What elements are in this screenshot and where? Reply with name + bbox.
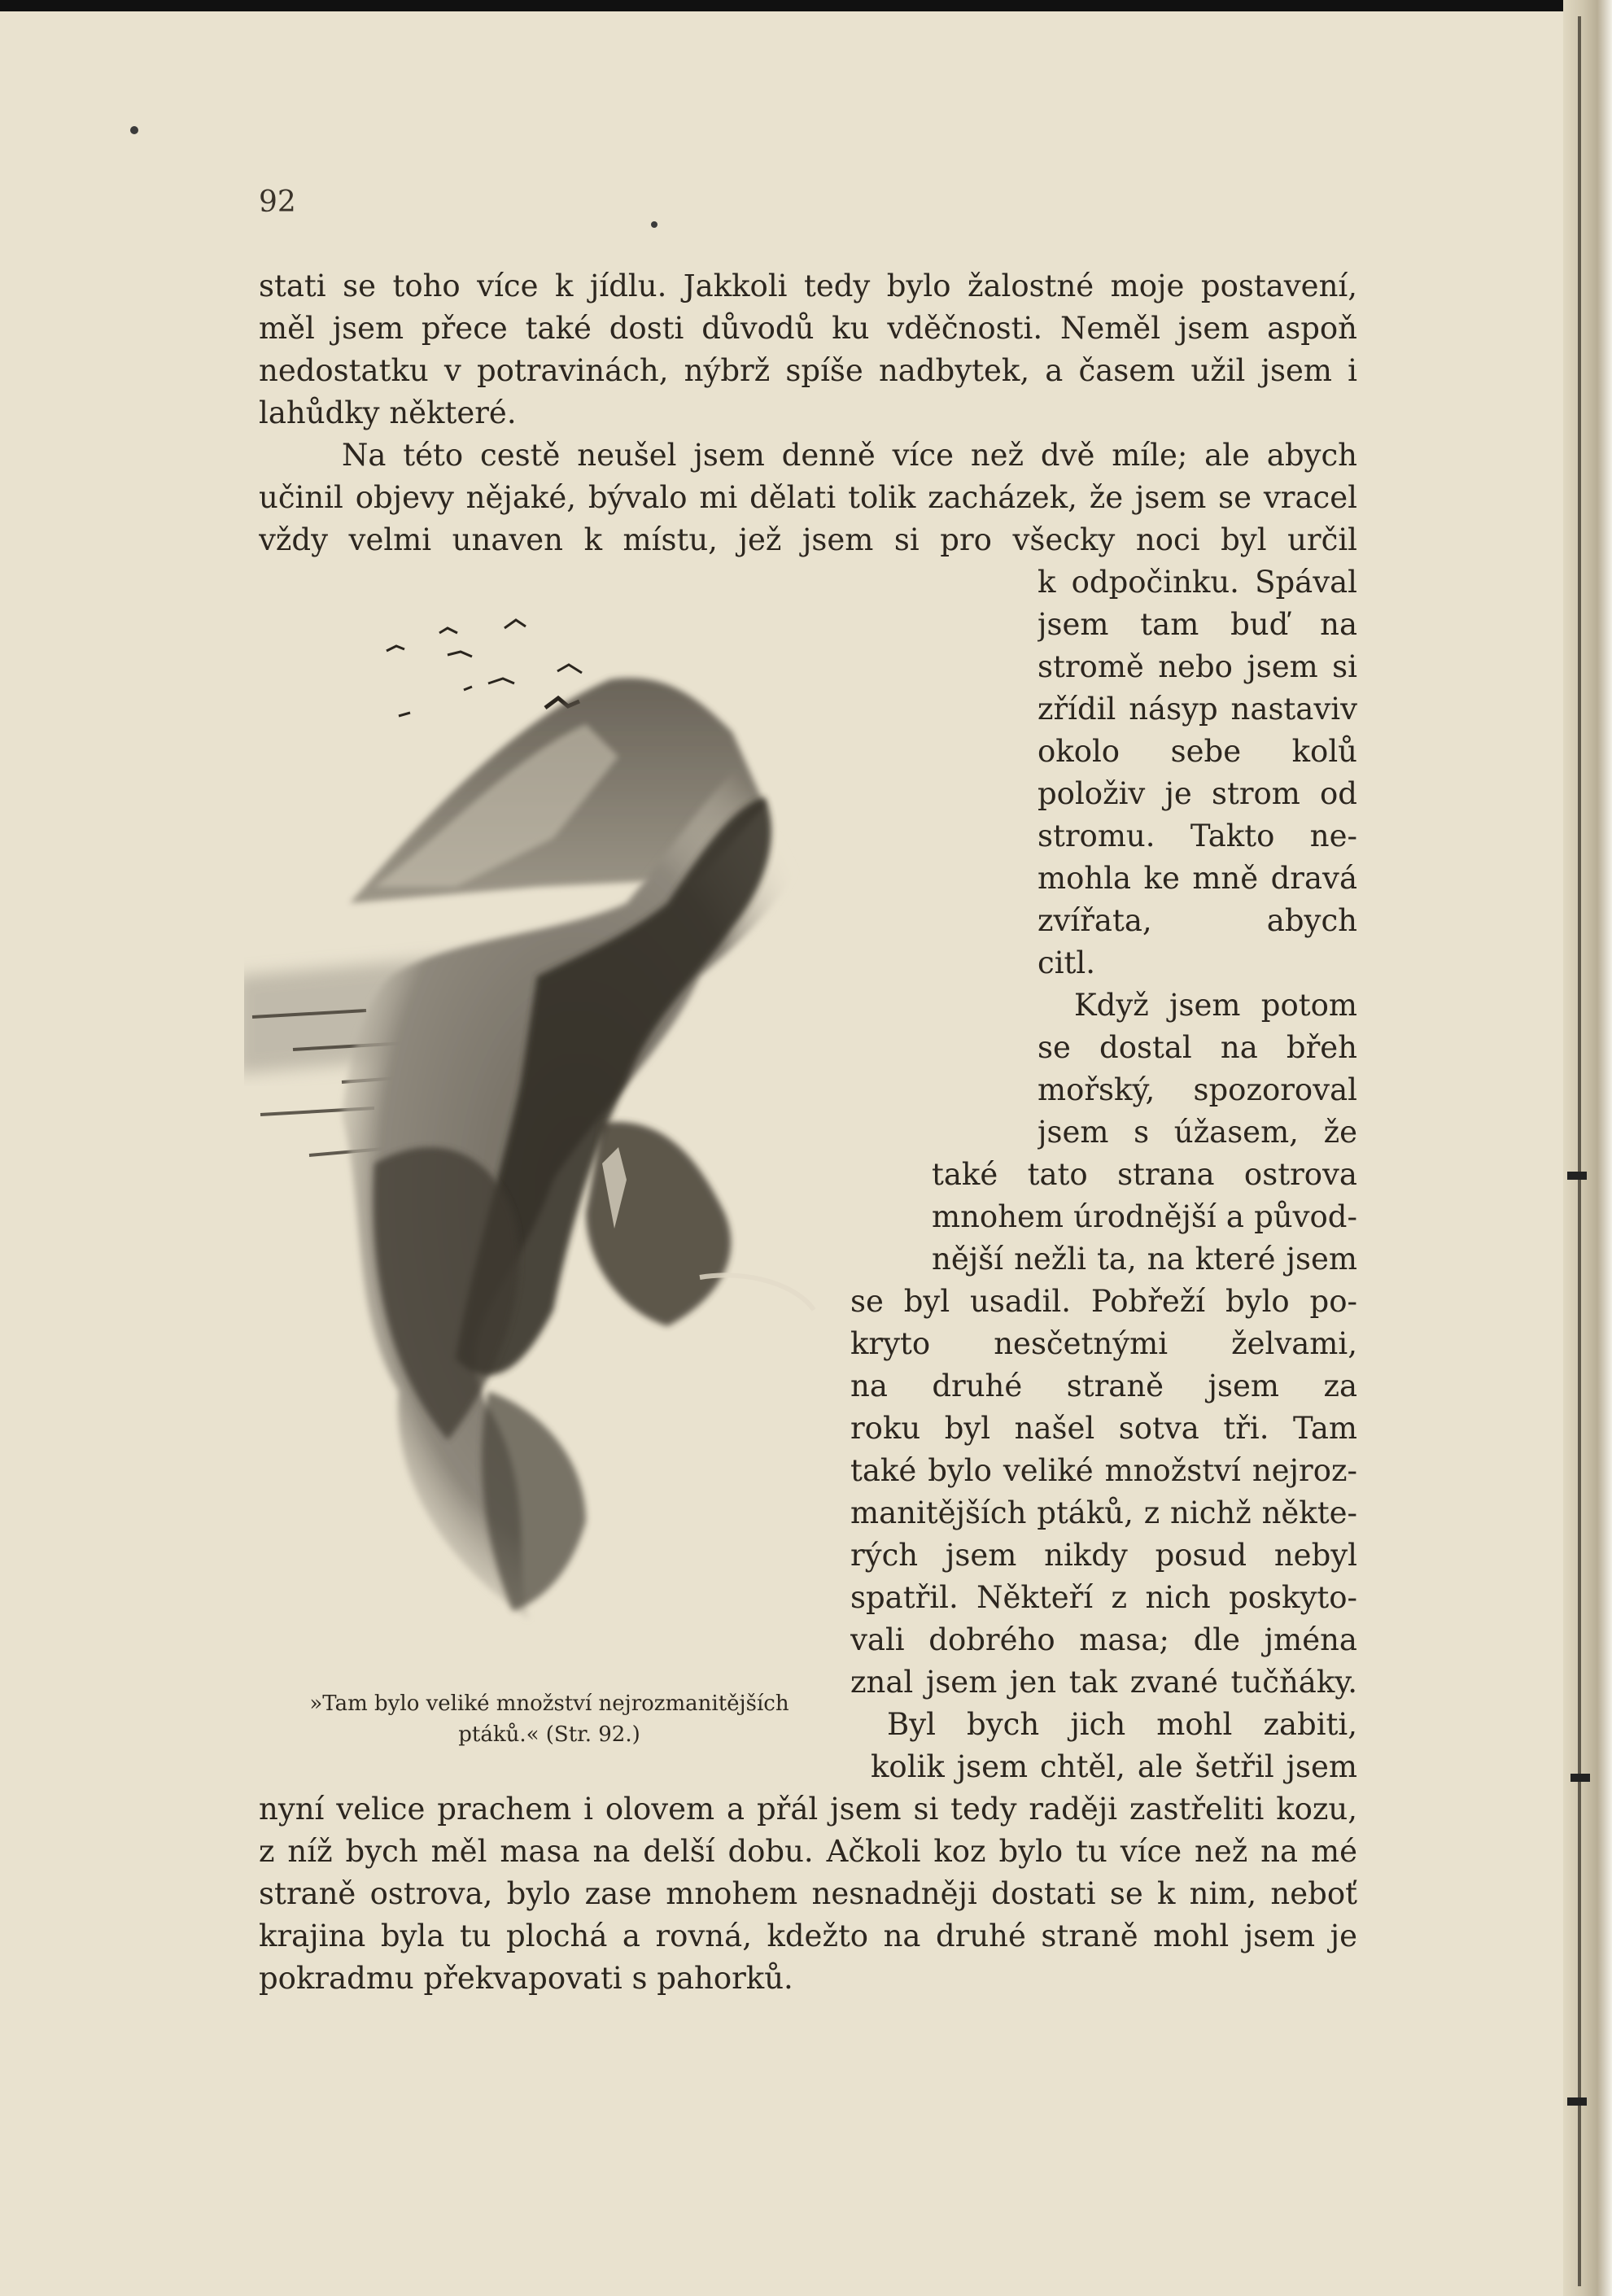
text-line: položiv je strom od <box>1038 776 1357 811</box>
text-line: jsem s úžasem, že <box>1038 1115 1357 1150</box>
text-line: vali dobrého masa; dle jména <box>850 1622 1357 1657</box>
text-line: z níž bych měl masa na delší dobu. Ačkoli koz bylo tu více než na mé <box>259 1834 1357 1869</box>
text-line: stati se toho více k jídlu. Jakkoli tedy bylo žalostné moje postavení, <box>259 268 1357 303</box>
text-line: stromě nebo jsem si <box>1038 649 1357 684</box>
coastal-cliff-illustration <box>244 594 976 1676</box>
text-line: vždy velmi unaven k místu, jež jsem si pro všecky noci byl určil <box>259 522 1357 557</box>
text-line: Byl bych jich mohl zabiti, <box>887 1707 1357 1742</box>
text-line: straně ostrova, bylo zase mnohem nesnadněji dostati se k nim, neboť <box>259 1876 1357 1911</box>
caption-line: »Tam bylo veliké množství nejrozmanitějších <box>309 1691 789 1716</box>
caption-line: ptáků.« (Str. 92.) <box>458 1722 640 1747</box>
text-line: rých jsem nikdy posud nebyl <box>850 1538 1357 1573</box>
text-line: mořský, spozoroval <box>1038 1072 1357 1107</box>
text-line: zvířata, abych <box>1038 903 1357 938</box>
text-line: Když jsem potom <box>1074 988 1357 1023</box>
text-line: pokradmu překvapovati s pahorků. <box>259 1961 793 1996</box>
page-number: 92 <box>259 186 296 219</box>
text-line: kolik jsem chtěl, ale šetřil jsem <box>871 1749 1357 1784</box>
text-line: mohla ke mně dravá <box>1038 861 1357 896</box>
text-line: kryto nesčetnými želvami, <box>850 1326 1357 1361</box>
text-line: také tato strana ostrova <box>932 1157 1357 1192</box>
illustration-caption <box>269 1688 830 1750</box>
text-line: jsem tam buď na <box>1038 607 1357 642</box>
text-line: znal jsem jen tak zvané tučňáky. <box>850 1665 1357 1700</box>
margin-mark <box>1567 2097 1587 2106</box>
text-line: lahůdky některé. <box>259 395 517 430</box>
text-line: nedostatku v potravinách, nýbrž spíše nadbytek, a časem užil jsem i <box>259 353 1357 388</box>
text-line: také bylo veliké množství nejroz- <box>850 1453 1357 1488</box>
text-line: nější nežli ta, na které jsem <box>932 1242 1357 1277</box>
text-line: měl jsem přece také dosti důvodů ku vděčnosti. Neměl jsem aspoň <box>259 311 1357 346</box>
text-line: učinil objevy nějaké, bývalo mi dělati tolik zacházek, že jsem se vracel <box>259 480 1357 515</box>
text-line: zřídil násyp nastaviv <box>1038 692 1357 727</box>
text-line: nyní velice prachem i olovem a přál jsem si tedy raději zastřeliti kozu, <box>259 1792 1357 1827</box>
birds-flock <box>387 620 582 716</box>
text-line: manitějších ptáků, z nichž někte- <box>850 1495 1357 1530</box>
text-line: spatřil. Někteří z nich poskyto- <box>850 1580 1357 1615</box>
text-line: mnohem úrodnější a původ- <box>932 1199 1357 1234</box>
text-line: Na této cestě neušel jsem denně více než dvě míle; ale abych <box>342 438 1357 473</box>
text-line: se dostal na břeh <box>1038 1030 1357 1065</box>
text-line: krajina byla tu plochá a rovná, kdežto na druhé straně mohl jsem je <box>259 1918 1357 1953</box>
text-line: roku byl našel sotva tři. Tam <box>850 1411 1357 1446</box>
text-line: citl. <box>1038 945 1096 980</box>
text-line: se byl usadil. Pobřeží bylo po- <box>850 1284 1357 1319</box>
margin-mark <box>1570 1774 1590 1782</box>
speck <box>130 126 138 134</box>
speck <box>651 221 657 228</box>
text-line: stromu. Takto ne- <box>1038 818 1357 853</box>
text-line: okolo sebe kolů <box>1038 734 1357 769</box>
margin-mark <box>1567 1172 1587 1180</box>
text-line: k odpočinku. Spával <box>1038 565 1357 600</box>
text-line: na druhé straně jsem za <box>850 1368 1357 1403</box>
